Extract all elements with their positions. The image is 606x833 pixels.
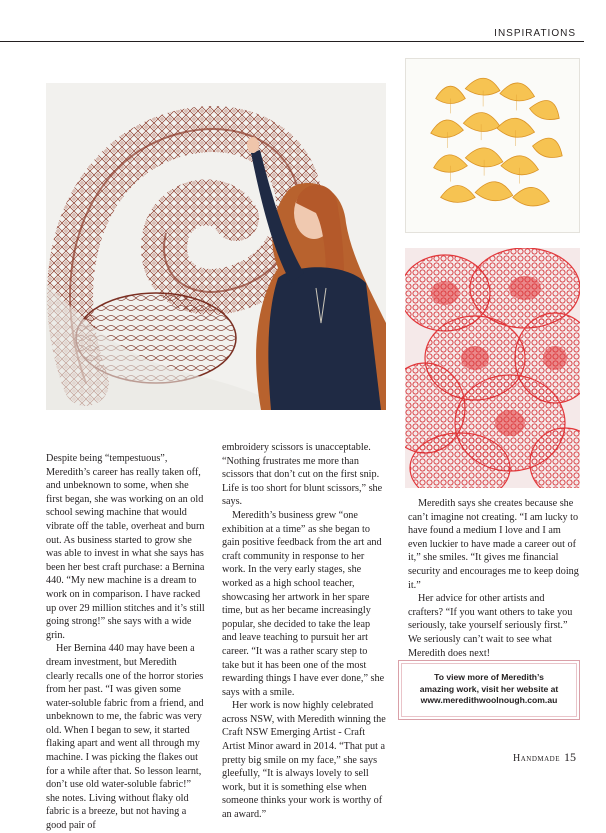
- red-embroidery-art: [405, 248, 580, 488]
- page-folio: [513, 748, 576, 766]
- paragraph: Her work is now highly celebrated across NSW, with Meredith winning the Craft NSW Emerging Artist - Craft Artist Minor award in 2014. “That put a pretty big smile on my face,” she says gleefully, “It is always lovely to sell work, but it is something else when someone thinks your work is worthy of an award.”: [222, 700, 386, 821]
- callout-line: To view more of Meredith’s: [434, 672, 544, 682]
- callout-line: amazing work, visit her website at: [419, 683, 559, 694]
- paragraph: Despite being “tempestuous”, Meredith’s career has really taken off, and unbeknown to some, when she first began, she was working on an old school sewing machine that would vibrate off the table, overheat and burn out. As business started to grow she was able to invest in what she says has been her best craft purchase: a Bernina 440. “My new machine is a dream to work on in comparison. I have racked up over 29 million stitches and it’s still going strong!” she says with a wide grin.: [46, 453, 205, 641]
- website-callout: [398, 660, 580, 720]
- paragraph: Meredith’s business grew “one exhibition at a time” as she began to gain positive feedback from the art and craft community in response to her work. In the very early stages, she worked as a high school teacher, showcasing her artwork in her spare time, but as her became increasingly popular, she decided to take the leap and leave teaching to pursuit her art career. “It was a rather scary step to take but it has been one of the most rewarding things I have ever done,” she says with a smile.: [222, 509, 385, 698]
- page-number: 15: [564, 750, 576, 764]
- magazine-name: Handmade: [513, 753, 560, 764]
- article-column-2: [222, 441, 386, 822]
- artist-photo: [46, 83, 386, 410]
- paragraph: Her Bernina 440 may have been a dream investment, but Meredith clearly recalls one of the horror stories from her past. “I was given some water-soluble fabric from a friend, and unbeknown to me, the fabric was very old. When I began to sew, it started flaking apart and went all through my machine. I was picking the flakes out for a while after that. So lesson learnt, don’t use old water-soluble fabric!” she notes. Living without flaky old fabric is a breeze, but not having a good pair of: [46, 643, 204, 832]
- header-rule: [0, 41, 584, 42]
- yellow-embroidery-art: [406, 59, 579, 232]
- section-label: INSPIRATIONS: [494, 28, 576, 39]
- callout-text: [407, 672, 571, 707]
- paragraph: Her advice for other artists and crafters? “If you want others to take you seriously, take yourself seriously first.” We seriously can’t wait to see what Meredith does next!: [408, 593, 573, 659]
- paragraph: Meredith says she creates because she can’t imagine not creating. “I am lucky to have found a medium I love and I am even luckier to have made a career out of it,” she smiles. “It gives me financial security and encourages me to keep doing it.”: [408, 498, 579, 591]
- yellow-embroidery-photo: [405, 58, 580, 233]
- artist-photo-art: [46, 83, 386, 410]
- paragraph: embroidery scissors is unacceptable. “Nothing frustrates me more than scissors that don’t cut on the first snip. Life is too short for blunt scissors,” she says.: [222, 442, 383, 508]
- website-link[interactable]: www.meredithwoolnough.com.au: [420, 695, 558, 705]
- article-column-1: [46, 452, 206, 833]
- red-embroidery-photo: [405, 248, 580, 488]
- article-column-3: [408, 497, 580, 660]
